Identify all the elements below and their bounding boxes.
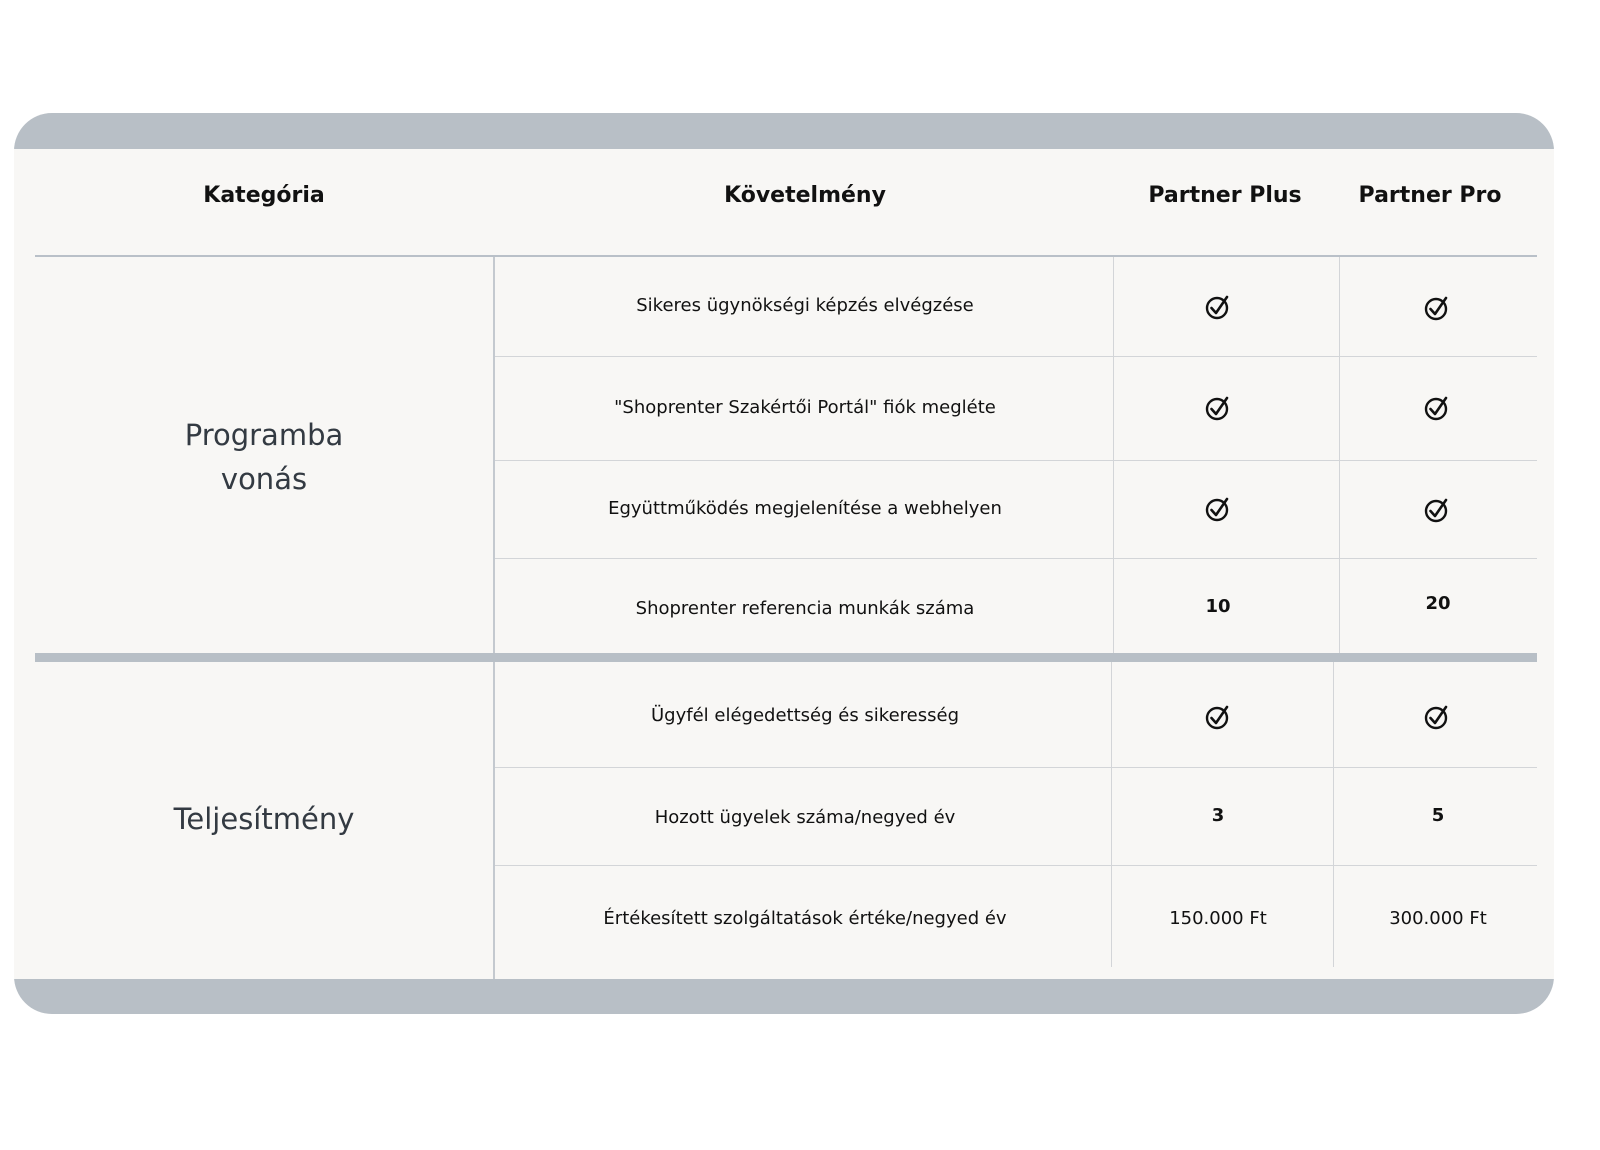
- check-circle-icon: [1205, 703, 1233, 731]
- pro-clients-per-quarter: 5: [1431, 805, 1445, 826]
- section-divider: [35, 653, 1537, 662]
- requirement-website-display: Együttműködés megjelenítése a webhelyen: [608, 498, 1002, 519]
- category-performance-line1: Teljesítmény: [173, 802, 355, 836]
- pro-divider-2: [1333, 662, 1334, 967]
- row-divider: [495, 460, 1537, 461]
- bottom-band: [14, 979, 1554, 1014]
- requirement-training: Sikeres ügynökségi képzés elvégzése: [636, 295, 974, 316]
- category-divider-1: [493, 257, 495, 653]
- plus-divider-1: [1113, 257, 1114, 653]
- requirement-reference-count: Shoprenter referencia munkák száma: [635, 598, 975, 619]
- check-circle-icon: [1424, 394, 1452, 422]
- plus-clients-per-quarter: 3: [1211, 805, 1225, 826]
- pro-sales-value: 300.000 Ft: [1389, 908, 1487, 929]
- check-circle-icon: [1205, 293, 1233, 321]
- row-divider: [495, 558, 1537, 559]
- header-category: Kategória: [203, 183, 325, 208]
- plus-sales-value: 150.000 Ft: [1169, 908, 1267, 929]
- category-onboarding-line2: vonás: [220, 462, 308, 496]
- check-circle-icon: [1424, 703, 1452, 731]
- header-partner-plus: Partner Plus: [1148, 183, 1302, 208]
- check-circle-icon: [1205, 394, 1233, 422]
- category-onboarding: [35, 413, 493, 501]
- check-circle-icon: [1205, 495, 1233, 523]
- row-divider: [495, 767, 1537, 768]
- requirement-clients-per-quarter: Hozott ügyelek száma/negyed év: [654, 807, 956, 828]
- check-circle-icon: [1424, 496, 1452, 524]
- category-onboarding-line1: Programba: [184, 418, 344, 452]
- plus-reference-count: 10: [1205, 596, 1231, 617]
- row-divider: [495, 865, 1537, 866]
- top-band: [14, 113, 1554, 149]
- requirement-sales-value: Értékesített szolgáltatások értéke/negyed év: [603, 908, 1007, 929]
- requirements-table-card: [14, 113, 1554, 1014]
- check-circle-icon: [1424, 294, 1452, 322]
- requirement-client-satisfaction: Ügyfél elégedettség és sikeresség: [651, 705, 959, 726]
- category-performance: [35, 797, 493, 841]
- row-divider: [495, 356, 1537, 357]
- header-divider: [35, 255, 1537, 257]
- header-requirement: Követelmény: [724, 183, 886, 208]
- requirement-portal-account: "Shoprenter Szakértői Portál" fiók megléte: [614, 397, 996, 418]
- pro-reference-count: 20: [1425, 593, 1451, 614]
- header-partner-pro: Partner Pro: [1358, 183, 1502, 208]
